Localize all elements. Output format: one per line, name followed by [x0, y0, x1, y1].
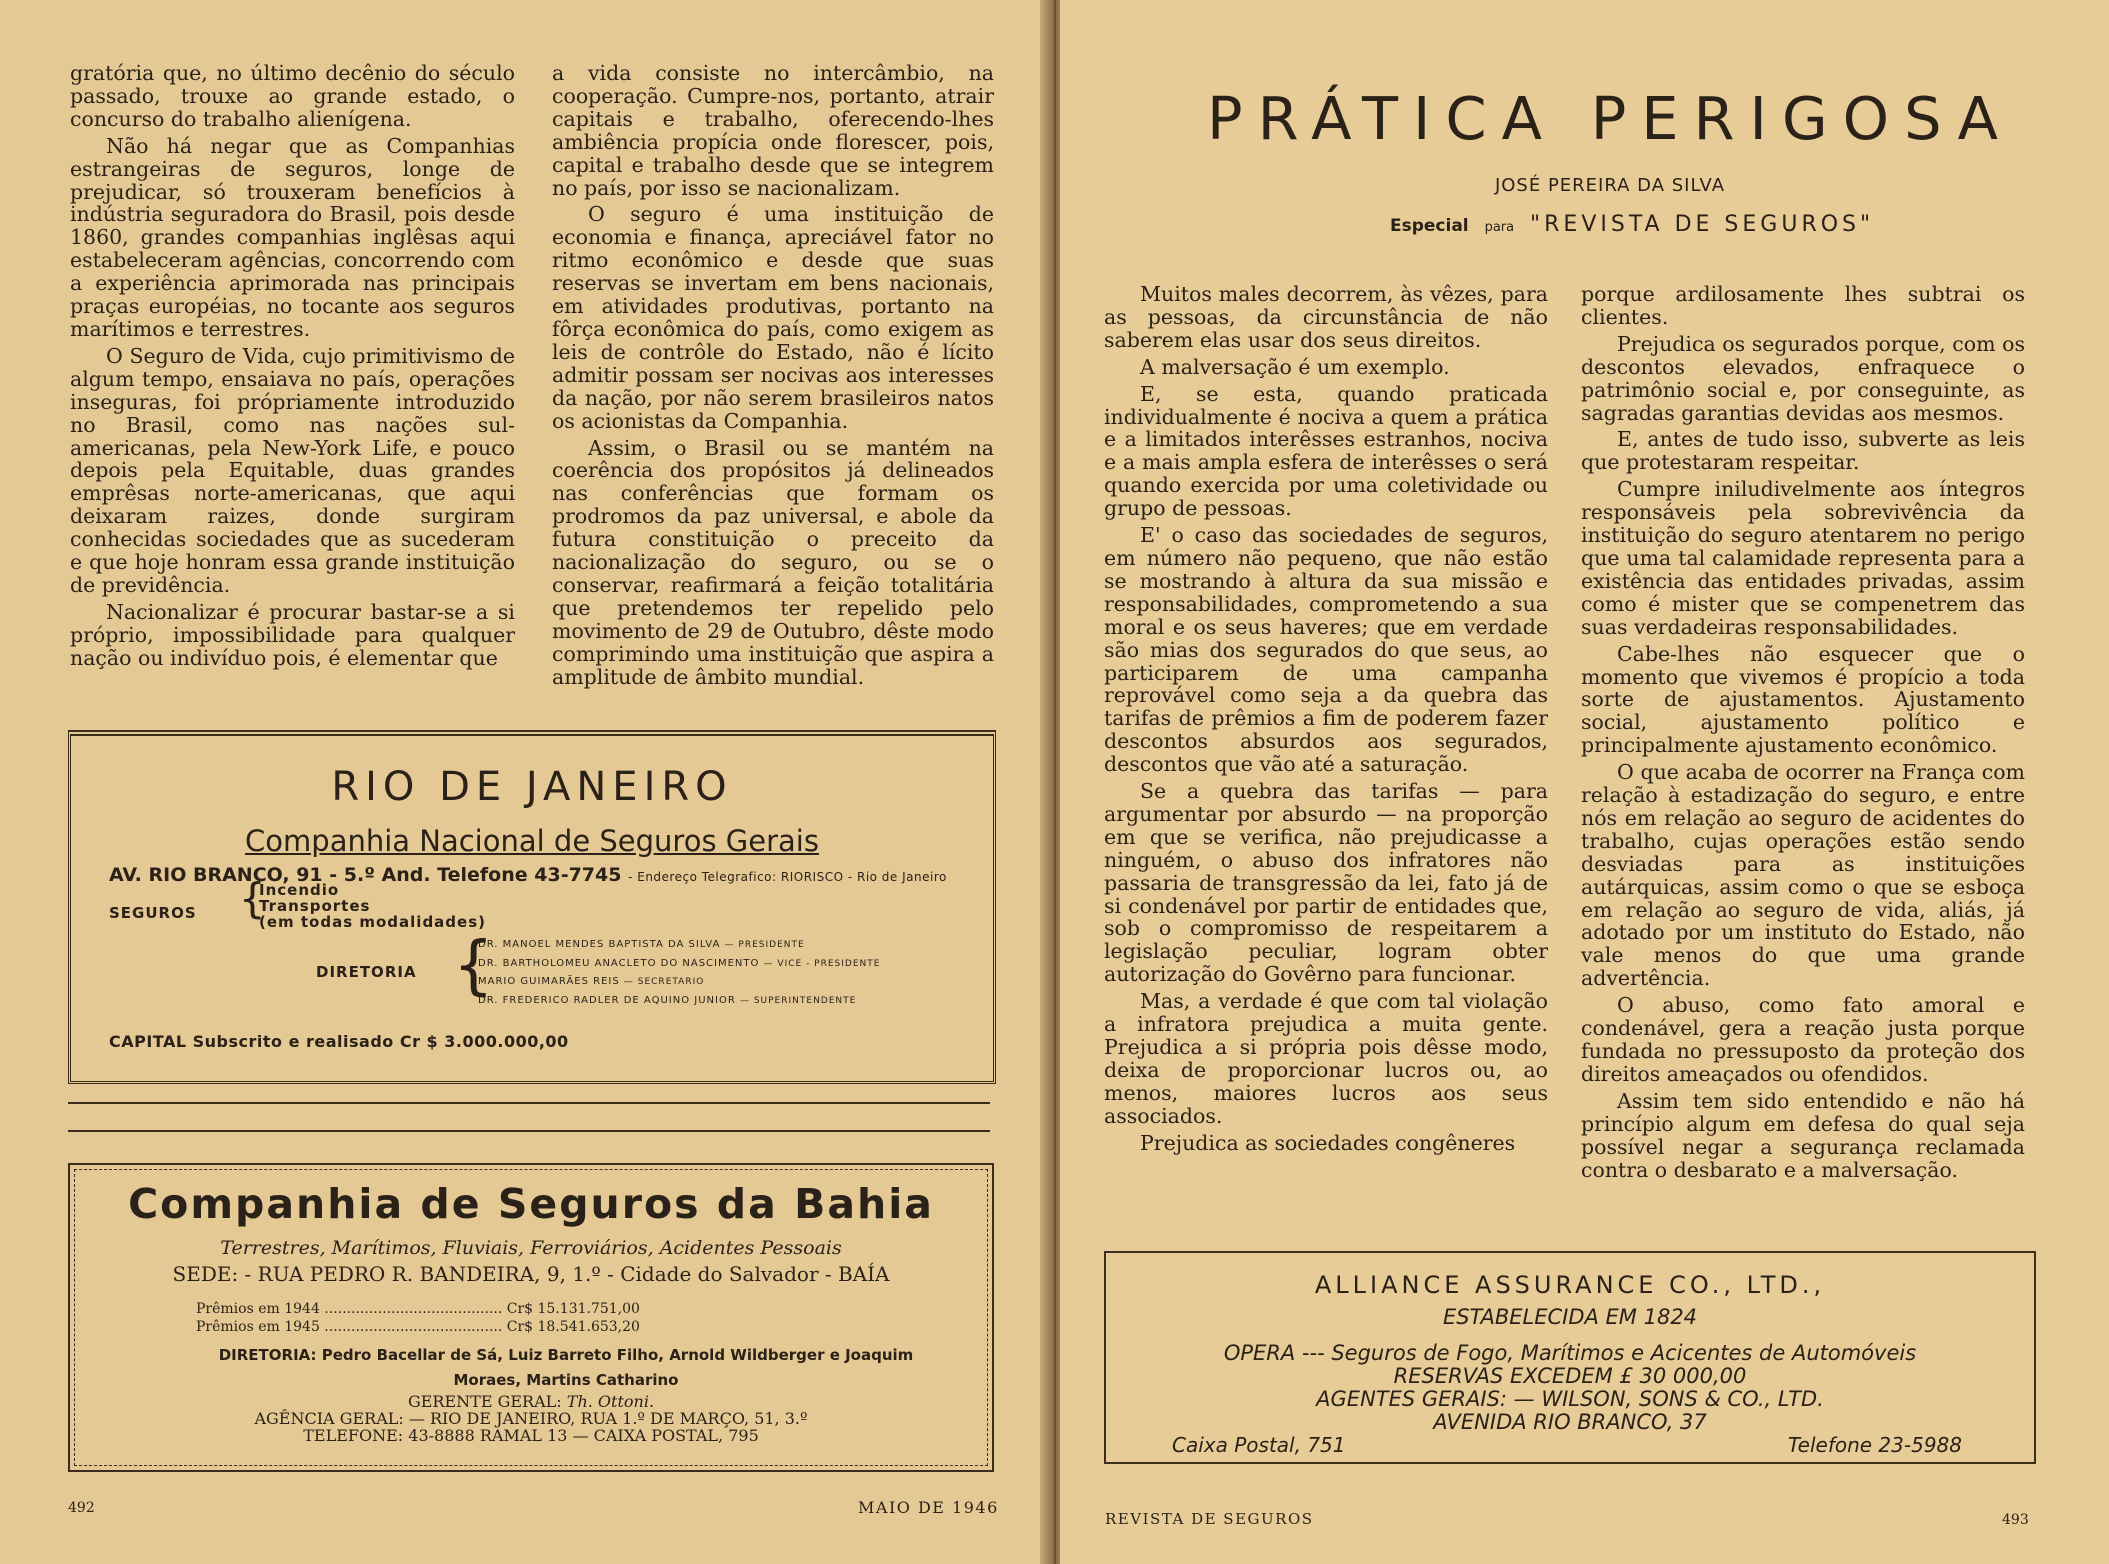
- alliance-assurance-ad: [1104, 1251, 2036, 1464]
- director-role: — PRESIDENTE: [724, 940, 805, 950]
- seguros-list: [259, 882, 486, 930]
- seguros-item: Transportes: [259, 897, 371, 915]
- paragraph: E, antes de tudo isso, subverte as leis que protestaram respeitar.: [1581, 427, 2025, 475]
- right-page: [1060, 0, 2109, 1564]
- bahia-ad: [68, 1163, 994, 1472]
- ad-reservas: RESERVAS EXCEDEM £ 30 000,00: [1393, 1364, 1747, 1388]
- director-role: — SUPERINTENDENTE: [739, 995, 857, 1006]
- paragraph: E' o caso das sociedades de seguros, em número não pequeno, que não estão se mostrando à altura da sua missão e responsabilidades, comprometendo a sua moral e os seus haveres; que em verdade são mias dos segurados do que seus, ao participarem de uma campanha reprovável como seja a da quebra das tarifas de prêmios a fim de poderem fazer descontos absurdos aos segurados, descontos que vão até a saturação.: [1104, 523, 1548, 777]
- telefone-row: TELEFONE: 43-8888 RAMAL 13 — CAIXA POSTAL, 795: [303, 1426, 759, 1445]
- seguros-item: (em todas modalidades): [259, 913, 486, 931]
- diretoria-label: DIRETORIA: [316, 963, 417, 981]
- ad-telegraph: - Endereço Telegrafico: RIORISCO - Rio de Janeiro: [628, 870, 947, 884]
- paragraph: E, se esta, quando praticada individualmente é nociva a quem a prática e a limitados interêsses estranhos, nociva e a mais ampla esfera de interêsses o será quando exercida por uma coletividade ou grupo de pessoas.: [1104, 381, 1548, 521]
- agencia-row: AGÊNCIA GERAL: — RIO DE JANEIRO, RUA 1.º DE MARÇO, 51, 3.º: [254, 1409, 808, 1428]
- paragraph: Cabe-lhes não esquecer que o momento que vivemos é propício a toda sorte de ajustamentos. Ajustamento social, ajustamento político e principalmente ajustamento econômico.: [1581, 641, 2025, 758]
- paragraph: Se a quebra das tarifas — para argumentar por absurdo — na proporção em que se verifica, não prejudicasse a ninguém, o abuso dos infratores não passaria de transgressão da lei, fato já de si condenável por partir de entidades que, sob o compromisso de respeitarem a legislação peculiar, logram obter autorização do Govêrno para funcionar.: [1104, 779, 1548, 987]
- left-column-1: [70, 62, 515, 670]
- left-page: [0, 0, 1050, 1564]
- gerente-name: Th. Ottoni.: [566, 1392, 655, 1411]
- paragraph: Mas, a verdade é que com tal violação a infratora prejudica a muita gente. Prejudica a si própria pois dêsse modo, deixa de proporcionar lucros ou, ao menos, maiores lucros aos seus associados.: [1104, 989, 1548, 1128]
- right-column-2: [1581, 283, 2025, 1181]
- director-name: DR. MANOEL MENDES BAPTISTA DA SILVA: [478, 939, 721, 950]
- divider: [68, 1102, 990, 1104]
- special-publication: "REVISTA DE SEGUROS": [1530, 212, 1875, 237]
- ad-address: [109, 864, 947, 886]
- left-column-2: [552, 62, 994, 688]
- page-number: 493: [2002, 1512, 2029, 1528]
- director-row: [478, 955, 880, 974]
- director-row: [478, 936, 880, 955]
- director-role: — VICE - PRESIDENTE: [763, 958, 881, 969]
- brace-glyph: {: [239, 874, 266, 923]
- ad-sede: SEDE: - RUA PEDRO R. BANDEIRA, 9, 1.º - Cidade do Salvador - BAÍA: [172, 1262, 890, 1286]
- brace-glyph: {: [453, 929, 494, 1003]
- paragraph: Prejudica os segurados porque, com os descontos elevados, enfraquece o patrimônio social e, por conseguinte, as sagradas garantias devidas aos mesmos.: [1581, 331, 2025, 425]
- ad-avenida: AVENIDA RIO BRANCO, 37: [1433, 1410, 1707, 1434]
- right-column-1: [1104, 283, 1548, 1155]
- page-footer: REVISTA DE SEGUROS: [1105, 1510, 1314, 1528]
- paragraph: O abuso, como fato amoral e condenável, gera a reação justa porque fundada no pressuposto da proteção dos direitos ameaçados ou ofendidos.: [1581, 993, 2025, 1086]
- paragraph: O Seguro de Vida, cujo primitivismo de algum tempo, ensaiava no país, operações inseguras, foi própriamente introduzido no Brasil, como nas nações sul-americanas, pela New-York Life, e pouco depois pela Equitable, duas grandes emprêsas norte-americanas, que aqui deixaram raizes, donde surgiram conhecidas sociedades que as sucederam e que hoje honram essa grande instituição de previdência.: [70, 343, 515, 597]
- ad-gerente-block: [70, 1393, 992, 1444]
- rio-de-janeiro-ad: [68, 730, 996, 1084]
- paragraph: a vida consiste no intercâmbio, na cooperação. Cumpre-nos, portanto, atrair capitais e trabalho, oferecendo-lhes ambiência propícia onde florescer, pois, capital e trabalho desde que se integrem no país, por isso se nacionalizam.: [552, 61, 994, 200]
- page-footer: MAIO DE 1946: [858, 1498, 999, 1517]
- ad-company-name: Companhia Nacional de Seguros Gerais: [245, 824, 819, 858]
- special-para: para: [1484, 220, 1515, 235]
- ad-diretoria: DIRETORIA: Pedro Bacellar de Sá, Luiz Barreto Filho, Arnold Wildberger e Joaquim Moraes, Martins Catharino: [218, 1346, 914, 1389]
- ad-telefone: Telefone 23-5988: [1787, 1433, 1962, 1457]
- paragraph: Nacionalizar é procurar bastar-se a si próprio, impossibilidade para qualquer nação ou indivíduo pois, é elementar que: [70, 599, 515, 670]
- paragraph: porque ardilosamente lhes subtrai os clientes.: [1581, 282, 2025, 329]
- premio-row: Prêmios em 1945 ........................................ Cr$ 18.541.653,20: [196, 1319, 640, 1335]
- premio-row: Prêmios em 1944 ........................................ Cr$ 15.131.751,00: [196, 1301, 640, 1317]
- paragraph: gratória que, no último decênio do século passado, trouxe ao grande estado, o concurso do trabalho alienígena.: [70, 61, 515, 131]
- directors-list: [478, 936, 880, 1010]
- page-number: 492: [68, 1500, 95, 1516]
- paragraph: O seguro é uma instituição de economia e finança, apreciável fator no ritmo econômico e desde que suas reservas se invertam em bens nacionais, em atividades produtivas, portanto na fôrça econômica do país, como exigem as leis de contrôle do Estado, não é lícito admitir possam ser nocivas aos interesses da nação, por não serem brasileiros natos os acionistas da Companhia.: [552, 202, 994, 433]
- paragraph: Prejudica as sociedades congêneres: [1140, 1130, 1516, 1155]
- article-author: JOSÉ PEREIRA DA SILVA: [1494, 175, 1726, 196]
- gerente-row: [70, 1393, 992, 1410]
- paragraph: Muitos males decorrem, às vêzes, para as pessoas, da circunstância de não saberem elas usar dos seus direitos.: [1104, 282, 1548, 352]
- director-row: [478, 973, 880, 992]
- paragraph: Assim, o Brasil ou se mantém na coerência dos propósitos já delineados nas conferências que formam os prodromos da paz universal, e abole da futura constituição o preceito da nacionalização do seguro, ou se o conservar, reafirmará a feição totalitária que pretendemos ter repelido pelo movimento de 29 de Outubro, dêste modo comprimindo uma instituição que aspira a amplitude de âmbito mundial.: [552, 435, 994, 689]
- director-name: DR. BARTHOLOMEU ANACLETO DO NASCIMENTO: [478, 957, 760, 969]
- ad-opera: OPERA --- Seguros de Fogo, Marítimos e Acicentes de Automóveis: [1223, 1341, 1917, 1365]
- special-label: Especial: [1390, 216, 1469, 236]
- paragraph: Não há negar que as Companhias estrangeiras de seguros, longe de prejudicar, só trouxeram benefícios à indústria seguradora do Brasil, pois desde 1860, grandes companhias inglêsas aqui estabeleceram agências, concorrendo com a experiência aprimorada nas principais praças européias, no tocante aos seguros marítimos e terrestres.: [70, 133, 515, 341]
- ad-company-name: ALLIANCE ASSURANCE CO., LTD.,: [1314, 1271, 1826, 1299]
- director-row: [478, 992, 880, 1011]
- seguros-item: Incendio: [259, 881, 340, 899]
- ad-established: ESTABELECIDA EM 1824: [1442, 1305, 1698, 1329]
- director-name: DR. FREDERICO RADLER DE AQUINO JUNIOR: [478, 994, 736, 1006]
- ad-city-title: RIO DE JANEIRO: [331, 764, 733, 810]
- director-name: MARIO GUIMARÃES REIS: [478, 976, 620, 987]
- seguros-label: SEGUROS: [109, 904, 197, 922]
- paragraph: Cumpre iniludivelmente aos íntegros responsáveis pela sobrevivência da instituição do seguro atentarem no perigo que uma tal calamidade representa para a existência das entidades privadas, assim como é mister que se compenetrem das suas verdadeiras responsabilidades.: [1581, 477, 2025, 639]
- ad-company-name: Companhia de Seguros da Bahia: [128, 1180, 934, 1228]
- paragraph: A malversação é um exemplo.: [1140, 354, 1450, 379]
- ad-agentes: AGENTES GERAIS: — WILSON, SONS & CO., LTD.: [1316, 1387, 1824, 1411]
- paragraph: Assim tem sido entendido e não há princípio algum em defesa do qual seja possível negar a segurança reclamada contra o desbarato e a malversação.: [1581, 1088, 2025, 1182]
- ad-address-main: AV. RIO BRANCO, 91 - 5.º And. Telefone 43-7745: [109, 864, 622, 886]
- ad-lines: Terrestres, Marítimos, Fluviais, Ferroviários, Acidentes Pessoais: [220, 1237, 842, 1259]
- ad-caixa-postal: Caixa Postal, 751: [1172, 1433, 1346, 1457]
- article-special: [1390, 212, 1874, 237]
- divider: [68, 1130, 990, 1132]
- gerente-label: GERENTE GERAL:: [407, 1392, 562, 1411]
- paragraph: O que acaba de ocorrer na França com relação à estadização do seguro, e entre nós em relação ao seguro de acidentes do trabalho, cujas operações estão sendo desviadas para as instituições autárquicas, assim como o que se esboça em relação ao seguro de vida, aliás, já adotado por um instituto do Estado, não vale menos do que uma grande advertência.: [1581, 760, 2025, 991]
- article-title: PRÁTICA PERIGOSA: [1206, 84, 2014, 153]
- director-role: — SECRETARIO: [623, 977, 705, 987]
- capital-line: CAPITAL Subscrito e realisado Cr $ 3.000.000,00: [109, 1032, 569, 1051]
